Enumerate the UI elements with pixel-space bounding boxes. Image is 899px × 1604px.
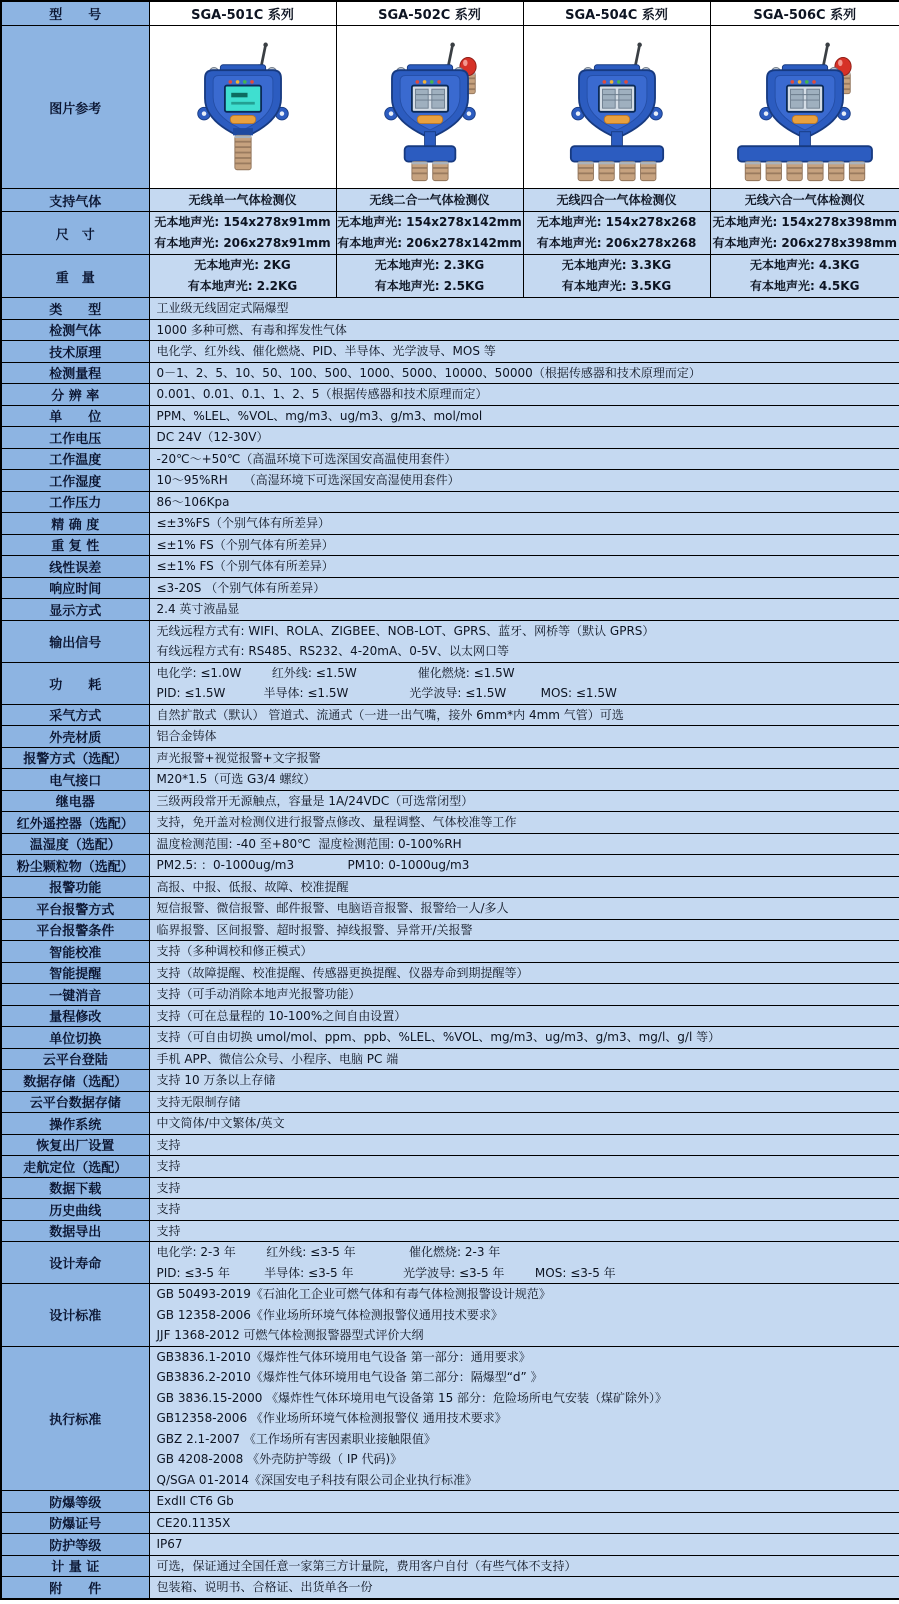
spec-row-value xyxy=(149,1113,899,1135)
weight-text: 有本地声光: 4.5KG xyxy=(750,279,860,293)
support-gas-text: 无线二合一气体检测仪 xyxy=(369,192,490,207)
spec-row-value xyxy=(149,1220,899,1242)
spec-row-value xyxy=(149,1555,899,1577)
spec-value-line: GB 3836.15-2000 《爆炸性气体环境用电气设备第 15 部分：危险场所电气安装（煤矿除外）》 xyxy=(156,1390,668,1405)
spec-row xyxy=(1,620,899,662)
spec-row xyxy=(1,534,899,556)
spec-value-line: GB12358-2006 《作业场所环境气体检测报警仪 通用技术要求》 xyxy=(156,1411,507,1425)
gas-detector-4-sensor-icon xyxy=(524,28,710,186)
spec-row xyxy=(1,470,899,492)
spec-row xyxy=(1,833,899,855)
spec-row-label: 单 位 xyxy=(1,405,149,427)
spec-value-line: 自然扩散式（默认） 管道式、流通式（一进一出气嘴，接外 6mm*内 4mm 气管）可选 xyxy=(156,707,624,722)
spec-row-value xyxy=(149,941,899,963)
spec-row xyxy=(1,876,899,898)
spec-row-value xyxy=(149,319,899,341)
spec-value-line: GB3836.1-2010《爆炸性气体环境用电气设备 第一部分：通用要求》 xyxy=(156,1349,531,1364)
spec-row xyxy=(1,1113,899,1135)
spec-row xyxy=(1,1177,899,1199)
spec-row xyxy=(1,962,899,984)
support-gas-text: 无线四合一气体检测仪 xyxy=(556,192,677,207)
model-name-sga-502c: SGA-502C 系列 xyxy=(336,1,523,26)
spec-value-line: 临界报警、区间报警、超时报警、掉线报警、异常开/关报警 xyxy=(156,922,473,937)
spec-value-line: ≤±1% FS（个别气体有所差异） xyxy=(156,559,334,573)
spec-row-label: 温湿度（选配） xyxy=(1,833,149,855)
weight-text: 有本地声光: 2.5KG xyxy=(374,279,485,293)
weight-value xyxy=(710,255,899,298)
dimensions-label: 尺 寸 xyxy=(1,212,149,255)
model-name-sga-506c: SGA-506C 系列 xyxy=(710,1,899,26)
spec-row-label: 精 确 度 xyxy=(1,513,149,535)
spec-row-label: 智能校准 xyxy=(1,941,149,963)
spec-value-line: 支持 xyxy=(156,1159,181,1173)
spec-value-line: Q/SGA 01-2014《深国安电子科技有限公司企业执行标准》 xyxy=(156,1472,478,1487)
spec-value-line: 三级两段常开无源触点，容量是 1A/24VDC（可选常闭型） xyxy=(156,793,474,808)
spec-row-label: 平台报警方式 xyxy=(1,898,149,920)
spec-row xyxy=(1,556,899,578)
spec-row-label: 报警方式（选配） xyxy=(1,747,149,769)
spec-row-value xyxy=(149,1284,899,1347)
spec-row-label: 数据导出 xyxy=(1,1220,149,1242)
spec-value-line: 电化学、红外线、催化燃烧、PID、半导体、光学波导、MOS 等 xyxy=(156,344,496,358)
spec-value-line: GBZ 2.1-2007 《工作场所有害因素职业接触限值》 xyxy=(156,1431,436,1446)
spec-row-label: 防爆证号 xyxy=(1,1512,149,1534)
spec-row xyxy=(1,341,899,363)
support-gas-value xyxy=(336,189,523,212)
spec-row-value xyxy=(149,1199,899,1221)
spec-value-line: 10～95%RH （高湿环境下可选深国安高湿使用套件） xyxy=(156,473,460,487)
spec-value-line: GB 4208-2008 《外壳防护等级（ IP 代码)》 xyxy=(156,1452,403,1466)
spec-row-value xyxy=(149,898,899,920)
spec-value-line: CE20.1135X xyxy=(156,1515,231,1530)
weight-text: 无本地声光: 2KG xyxy=(194,258,291,272)
model-name-sga-504c: SGA-504C 系列 xyxy=(523,1,710,26)
spec-row-value xyxy=(149,577,899,599)
spec-row-value xyxy=(149,405,899,427)
spec-value-line: 无线远程方式有: WIFI、ROLA、ZIGBEE、NOB-LOT、GPRS、蓝牙、网桥等（默认 GPRS） xyxy=(156,623,655,638)
spec-value-line: 支持无限制存储 xyxy=(156,1094,241,1109)
spec-row xyxy=(1,898,899,920)
spec-row xyxy=(1,812,899,834)
spec-row-value xyxy=(149,1048,899,1070)
spec-row-label: 工作湿度 xyxy=(1,470,149,492)
spec-value-line: 有线远程方式有: RS485、RS232、4-20mA、0-5V、以太网口等 xyxy=(156,644,510,658)
spec-value-line: ≤±1% FS（个别气体有所差异） xyxy=(156,537,334,552)
spec-row-value xyxy=(149,1027,899,1049)
dimension-text: 无本地声光: 154x278x398mm xyxy=(712,215,898,229)
spec-row xyxy=(1,919,899,941)
spec-row-value xyxy=(149,984,899,1006)
spec-value-line: IP67 xyxy=(156,1537,183,1551)
spec-row-value xyxy=(149,1134,899,1156)
spec-row-value xyxy=(149,362,899,384)
device-image-cell xyxy=(710,26,899,189)
spec-row-label: 重 复 性 xyxy=(1,534,149,556)
dimension-text: 无本地声光: 154x278x91mm xyxy=(154,215,331,229)
support-gas-label: 支持气体 xyxy=(1,189,149,212)
spec-row xyxy=(1,427,899,449)
spec-row-label: 响应时间 xyxy=(1,577,149,599)
spec-row xyxy=(1,790,899,812)
spec-row xyxy=(1,769,899,791)
spec-row-value xyxy=(149,812,899,834)
image-row xyxy=(1,26,899,189)
spec-row-label: 走航定位（选配） xyxy=(1,1156,149,1178)
spec-row-label: 显示方式 xyxy=(1,599,149,621)
spec-row xyxy=(1,1534,899,1556)
spec-value-line: 中文简体/中文繁体/英文 xyxy=(156,1116,285,1130)
spec-row-label: 历史曲线 xyxy=(1,1199,149,1221)
spec-row-label: 计 量 证 xyxy=(1,1555,149,1577)
dimensions-value xyxy=(523,212,710,255)
spec-value-line: PID: ≤1.5W 半导体: ≤1.5W 光学波导: ≤1.5W MOS: ≤1.5W xyxy=(156,686,617,700)
support-gas-value xyxy=(710,189,899,212)
spec-row-value xyxy=(149,1005,899,1027)
spec-row-label: 防爆等级 xyxy=(1,1491,149,1513)
dimensions-value xyxy=(710,212,899,255)
spec-row-value xyxy=(149,1534,899,1556)
spec-row-label: 平台报警条件 xyxy=(1,919,149,941)
spec-row-label: 智能提醒 xyxy=(1,962,149,984)
weight-text: 无本地声光: 3.3KG xyxy=(561,258,672,272)
spec-value-line: 1000 多种可燃、有毒和挥发性气体 xyxy=(156,322,347,337)
spec-row-value xyxy=(149,534,899,556)
spec-row-label: 工作压力 xyxy=(1,491,149,513)
spec-row-value xyxy=(149,1070,899,1092)
spec-value-line: 铝合金铸体 xyxy=(156,729,217,743)
spec-row-label: 量程修改 xyxy=(1,1005,149,1027)
spec-row-label: 功 耗 xyxy=(1,662,149,704)
spec-row xyxy=(1,448,899,470)
spec-row-value xyxy=(149,1512,899,1534)
spec-row xyxy=(1,599,899,621)
spec-row-value xyxy=(149,620,899,662)
spec-row-value xyxy=(149,1577,899,1599)
spec-row-value xyxy=(149,556,899,578)
dimensions-row xyxy=(1,212,899,255)
spec-row xyxy=(1,513,899,535)
spec-row-label: 恢复出厂设置 xyxy=(1,1134,149,1156)
weight-text: 有本地声光: 3.5KG xyxy=(561,279,672,293)
spec-row-label: 技术原理 xyxy=(1,341,149,363)
spec-value-line: 高报、中报、低报、故障、校准提醒 xyxy=(156,879,349,894)
spec-row-value xyxy=(149,747,899,769)
spec-row xyxy=(1,1005,899,1027)
spec-row-label: 电气接口 xyxy=(1,769,149,791)
spec-value-line: PPM、%LEL、%VOL、mg/m3、ug/m3、g/m3、mol/mol xyxy=(156,408,483,423)
spec-row-value xyxy=(149,726,899,748)
spec-value-line: GB3836.2-2010《爆炸性气体环境用电气设备 第二部分：隔爆型“d” 》 xyxy=(156,1370,543,1384)
spec-value-line: 支持，免开盖对检测仪进行报警点修改、量程调整、气体校准等工作 xyxy=(156,815,517,829)
weight-value xyxy=(523,255,710,298)
gas-detector-2-sensor-icon xyxy=(337,28,523,186)
spec-row-label: 操作系统 xyxy=(1,1113,149,1135)
spec-row xyxy=(1,1577,899,1599)
spec-row-label: 工作温度 xyxy=(1,448,149,470)
spec-row-label: 一键消音 xyxy=(1,984,149,1006)
spec-value-line: 短信报警、微信报警、邮件报警、电脑语音报警、报警给一人/多人 xyxy=(156,901,509,915)
spec-value-line: GB 12358-2006《作业场所环境气体检测报警仪通用技术要求》 xyxy=(156,1307,503,1322)
support-gas-text: 无线单一气体检测仪 xyxy=(188,192,297,207)
spec-row xyxy=(1,1199,899,1221)
spec-value-line: PID: ≤3-5 年 半导体: ≤3-5 年 光学波导: ≤3-5 年 MOS: ≤3-5 年 xyxy=(156,1265,616,1280)
gas-detector-6-sensor-icon xyxy=(711,28,899,186)
spec-value-line: 支持（可手动消除本地声光报警功能） xyxy=(156,987,361,1001)
dimension-text: 无本地声光: 154x278x142mm xyxy=(337,215,522,229)
spec-rows-container xyxy=(1,298,899,1599)
weight-value xyxy=(149,255,336,298)
spec-value-line: 工业级无线固定式隔爆型 xyxy=(156,301,289,315)
spec-row-value xyxy=(149,790,899,812)
spec-value-line: 0.001、0.01、0.1、1、2、5（根据传感器和技术原理而定） xyxy=(156,387,488,401)
spec-value-line: DC 24V（12-30V） xyxy=(156,430,269,444)
support-gas-value xyxy=(523,189,710,212)
spec-value-line: 支持（多种调校和修正模式） xyxy=(156,944,313,958)
spec-row-label: 类 型 xyxy=(1,298,149,320)
spec-value-line: PM2.5: ：0-1000ug/m3 PM10: 0-1000ug/m3 xyxy=(156,858,470,872)
spec-row xyxy=(1,405,899,427)
spec-row-label: 检测气体 xyxy=(1,319,149,341)
image-row-label: 图片参考 xyxy=(1,26,149,189)
spec-value-line: GB 50493-2019《石油化工企业可燃气体和有毒气体检测报警设计规范》 xyxy=(156,1287,551,1301)
spec-value-line: 可选，保证通过全国任意一家第三方计量院，费用客户自付（有些气体不支持） xyxy=(156,1558,577,1573)
spec-row-value xyxy=(149,769,899,791)
dimension-text: 有本地声光: 206x278x91mm xyxy=(154,236,331,250)
device-image-cell xyxy=(336,26,523,189)
device-image-cell xyxy=(523,26,710,189)
spec-row-label: 外壳材质 xyxy=(1,726,149,748)
spec-row-label: 数据存储（选配） xyxy=(1,1070,149,1092)
spec-value-line: 支持（可自由切换 umol/mol、ppm、ppb、%LEL、%VOL、mg/m3、ug/m3、g/m3、mg/l、g/l 等） xyxy=(156,1030,721,1044)
spec-value-line: ExdII CT6 Gb xyxy=(156,1494,234,1508)
spec-value-line: ≤3-20S （个别气体有所差异） xyxy=(156,580,326,595)
spec-row-label: 附 件 xyxy=(1,1577,149,1599)
weight-text: 无本地声光: 4.3KG xyxy=(750,258,860,272)
spec-row-value xyxy=(149,833,899,855)
spec-row-value xyxy=(149,919,899,941)
spec-value-line: 电化学: 2-3 年 红外线: ≤3-5 年 催化燃烧: 2-3 年 xyxy=(156,1245,501,1259)
spec-row-label: 单位切换 xyxy=(1,1027,149,1049)
dimensions-value xyxy=(149,212,336,255)
spec-row-value xyxy=(149,1346,899,1491)
spec-row-value xyxy=(149,662,899,704)
spec-row xyxy=(1,1091,899,1113)
spec-value-line: 支持 xyxy=(156,1180,181,1195)
spec-value-line: 2.4 英寸液晶显 xyxy=(156,602,240,616)
support-gas-text: 无线六合一气体检测仪 xyxy=(744,192,865,207)
spec-row xyxy=(1,1134,899,1156)
spec-value-line: 0－1、2、5、10、50、100、500、1000、5000、10000、50000（根据传感器和技术原理而定） xyxy=(156,365,701,380)
spec-row-label: 工作电压 xyxy=(1,427,149,449)
spec-value-line: 支持 xyxy=(156,1202,181,1216)
spec-row xyxy=(1,855,899,877)
spec-row-label: 设计标准 xyxy=(1,1284,149,1347)
spec-value-line: 温度检测范围: -40 至+80℃ 湿度检测范围: 0-100%RH xyxy=(156,836,462,851)
device-image-cell xyxy=(149,26,336,189)
spec-row xyxy=(1,1242,899,1284)
spec-row xyxy=(1,984,899,1006)
spec-value-line: 支持（可在总量程的 10-100%之间自由设置） xyxy=(156,1008,407,1023)
spec-row-label: 执行标准 xyxy=(1,1346,149,1491)
spec-row-label: 线性误差 xyxy=(1,556,149,578)
spec-row-value xyxy=(149,384,899,406)
spec-value-line: JJF 1368-2012 可燃气体检测报警器型式评价大纲 xyxy=(156,1328,424,1342)
spec-row-value xyxy=(149,599,899,621)
dimension-text: 有本地声光: 206x278x398mm xyxy=(712,236,898,250)
spec-row xyxy=(1,1512,899,1534)
spec-value-line: 手机 APP、微信公众号、小程序、电脑 PC 端 xyxy=(156,1051,399,1066)
weight-text: 有本地声光: 2.2KG xyxy=(187,279,298,293)
spec-row-label: 报警功能 xyxy=(1,876,149,898)
spec-value-line: 支持 10 万条以上存储 xyxy=(156,1073,276,1087)
spec-row-value xyxy=(149,1091,899,1113)
spec-value-line: 支持 xyxy=(156,1223,181,1238)
weight-text: 无本地声光: 2.3KG xyxy=(374,258,485,272)
spec-row-label: 粉尘颗粒物（选配） xyxy=(1,855,149,877)
spec-row-value xyxy=(149,1177,899,1199)
spec-row-value xyxy=(149,513,899,535)
spec-row xyxy=(1,1156,899,1178)
model-header-row xyxy=(1,1,899,26)
spec-row xyxy=(1,1048,899,1070)
spec-row-value xyxy=(149,427,899,449)
spec-value-line: -20℃～+50℃（高温环境下可选深国安高温使用套件） xyxy=(156,451,457,466)
support-gas-row xyxy=(1,189,899,212)
spec-row-value xyxy=(149,855,899,877)
spec-row-label: 采气方式 xyxy=(1,704,149,726)
spec-row xyxy=(1,298,899,320)
spec-row-label: 输出信号 xyxy=(1,620,149,662)
spec-row-value xyxy=(149,1242,899,1284)
gas-detector-1-sensor-icon xyxy=(150,28,336,186)
dimensions-value xyxy=(336,212,523,255)
spec-row-label: 红外遥控器（选配） xyxy=(1,812,149,834)
spec-row xyxy=(1,362,899,384)
spec-row xyxy=(1,491,899,513)
spec-row-label: 云平台登陆 xyxy=(1,1048,149,1070)
spec-row-label: 防护等级 xyxy=(1,1534,149,1556)
model-header-label: 型 号 xyxy=(1,1,149,26)
spec-value-line: 86～106Kpa xyxy=(156,494,230,509)
spec-row-value xyxy=(149,491,899,513)
spec-row-value xyxy=(149,962,899,984)
weight-row xyxy=(1,255,899,298)
dimension-text: 无本地声光: 154x278x268 xyxy=(536,215,697,229)
spec-row xyxy=(1,747,899,769)
spec-row xyxy=(1,941,899,963)
spec-value-line: 声光报警+视觉报警+文字报警 xyxy=(156,750,321,765)
spec-row xyxy=(1,1070,899,1092)
spec-row-value xyxy=(149,470,899,492)
spec-row xyxy=(1,662,899,704)
spec-row xyxy=(1,1284,899,1347)
spec-value-line: M20*1.5（可选 G3/4 螺纹） xyxy=(156,772,316,786)
spec-row xyxy=(1,1555,899,1577)
dimension-text: 有本地声光: 206x278x142mm xyxy=(337,236,522,250)
spec-row xyxy=(1,577,899,599)
spec-row-value xyxy=(149,298,899,320)
spec-row-value xyxy=(149,1156,899,1178)
model-name-sga-501c: SGA-501C 系列 xyxy=(149,1,336,26)
dimension-text: 有本地声光: 206x278x268 xyxy=(536,236,697,250)
spec-row-value xyxy=(149,704,899,726)
spec-row xyxy=(1,704,899,726)
spec-row-value xyxy=(149,341,899,363)
spec-row xyxy=(1,1027,899,1049)
spec-value-line: 包装箱、说明书、合格证、出货单各一份 xyxy=(156,1580,373,1594)
spec-value-line: 支持 xyxy=(156,1137,181,1152)
spec-row-label: 数据下载 xyxy=(1,1177,149,1199)
spec-value-line: ≤±3%FS（个别气体有所差异） xyxy=(156,516,330,530)
spec-row-label: 云平台数据存储 xyxy=(1,1091,149,1113)
spec-row-label: 分 辨 率 xyxy=(1,384,149,406)
spec-row-label: 设计寿命 xyxy=(1,1242,149,1284)
spec-value-line: 支持（故障提醒、校准提醒、传感器更换提醒、仪器寿命到期提醒等） xyxy=(156,965,529,980)
spec-row xyxy=(1,384,899,406)
spec-row xyxy=(1,1220,899,1242)
spec-row-value xyxy=(149,448,899,470)
spec-row-label: 检测量程 xyxy=(1,362,149,384)
spec-row xyxy=(1,319,899,341)
spec-row xyxy=(1,1346,899,1491)
spec-row-label: 继电器 xyxy=(1,790,149,812)
weight-value xyxy=(336,255,523,298)
spec-row xyxy=(1,1491,899,1513)
weight-label: 重 量 xyxy=(1,255,149,298)
spec-row-value xyxy=(149,876,899,898)
support-gas-value xyxy=(149,189,336,212)
spec-row-value xyxy=(149,1491,899,1513)
spec-value-line: 电化学: ≤1.0W 红外线: ≤1.5W 催化燃烧: ≤1.5W xyxy=(156,665,515,680)
spec-row xyxy=(1,726,899,748)
